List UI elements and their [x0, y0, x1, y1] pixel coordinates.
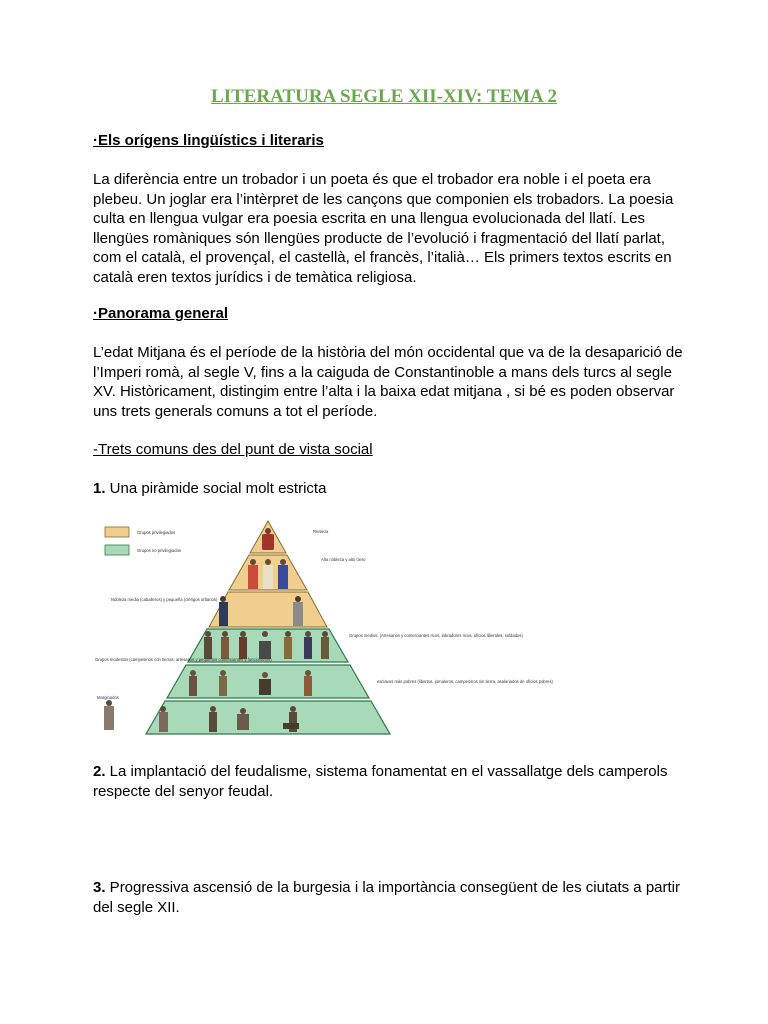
legend-non-privileged-label: Grupos no privilegiados [137, 548, 181, 553]
label-high-nobility: Alta nobleza y alto clero [321, 557, 366, 562]
label-marginal: Marginados [97, 695, 119, 700]
high-nobility-figures [248, 559, 288, 589]
label-artisans: Grupos medios: (Artesanos y comerciantes ricos, labradores ricos, oficios liberales, soldados) [349, 633, 523, 638]
point-1 [93, 479, 683, 499]
point-number: 3. [93, 879, 106, 896]
point-2 [93, 762, 683, 801]
overview-paragraph: L’edat Mitjana és el període de la història del món occidental que va de la desaparició de l’Imperi romà, al segle V, fins a la caiguda de Constantinoble a mans dels turcs al segle XV. Històricament, distingim entre l’alta i la baixa edat mitjana , si bé es poden observar uns trets generals comuns a tot el període. [93, 344, 683, 420]
marginal-figure [104, 700, 114, 730]
legend-privileged-label: Grupos privilegiados [137, 530, 176, 535]
label-low-nobility: Nobleza media (caballeros) y pequeña (clérigos urbanos) [111, 597, 218, 602]
legend-privileged-swatch [105, 527, 129, 537]
section-heading-overview: ·Panorama general [93, 305, 229, 322]
point-number: 1. [93, 480, 106, 497]
pyramid-svg [93, 515, 553, 740]
page-title: LITERATURA SEGLE XII-XIV: TEMA 2 [211, 86, 557, 107]
origins-paragraph: La diferència entre un trobador i un poeta és que el trobador era noble i el poeta era plebeu. Un joglar era l’intèrpret de les cançons que componien els trobadors. La poesia culta en llengua vulgar era poesia escrita en una llengua evolucionada del llatí. Les llengües romàniques són llengües producte de l’evolució i fragmentació del llatí parlat, com el català, el provençal, el castellà, el francès, l’italià… Els primers textos escrits en català eren textos jurídics i de temàtica religiosa. [93, 171, 674, 286]
artisan-figures [204, 631, 329, 659]
point-text: La implantació del feudalisme, sistema fonamentat en el vassallatge dels camperols respecte del senyor feudal. [93, 763, 668, 800]
social-pyramid-figure [93, 515, 553, 740]
section-heading-origins: ·Els orígens lingüístics i literaris [93, 132, 324, 149]
label-middle-left: Grupos modestos (campesinos con tierras, artesanos y pequeños comerciantes y funcionarios) [95, 657, 272, 662]
point-text: Progressiva ascensió de la burgesia i la importància consegüent de les ciutats a partir del segle XII. [93, 879, 680, 916]
legend-non-privileged-swatch [105, 545, 129, 555]
label-king: Realeza [313, 529, 329, 534]
point-number: 2. [93, 763, 106, 780]
social-traits-subheading: -Trets comuns des del punt de vista social [93, 441, 373, 458]
point-3 [93, 878, 683, 917]
point-text: Una piràmide social molt estricta [105, 480, 327, 497]
label-poor: esclavos más pobres (libertos, jornaleros, campesinos sin tierra, asalariados de oficios pobres) [377, 679, 553, 684]
pyramid-tier-poor [146, 701, 390, 734]
